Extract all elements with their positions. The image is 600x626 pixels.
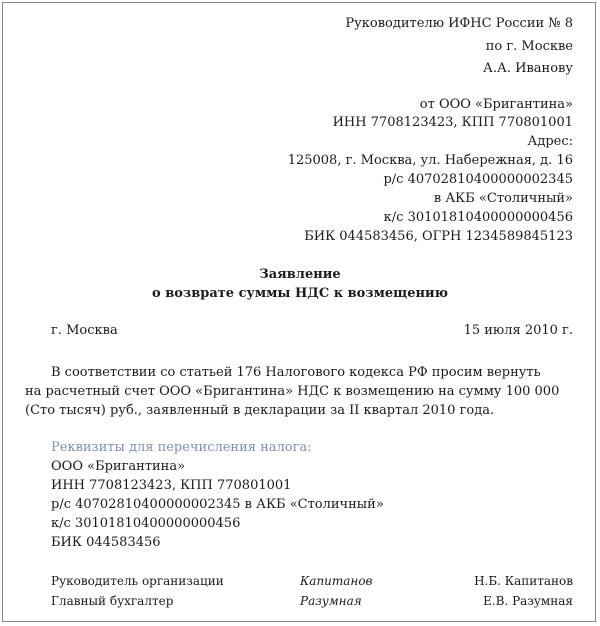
document-page <box>2 2 596 622</box>
sender-line: р/с 40702810400000002345 <box>383 172 573 187</box>
sender-line: в АКБ «Столичный» <box>433 191 573 206</box>
addressee-line: А.А. Иванову <box>483 61 573 76</box>
requisites-line: ООО «Бригантина» <box>51 459 186 474</box>
sender-line: от ООО «Бригантина» <box>419 97 573 112</box>
signer-name: Е.В. Разумная <box>483 594 573 608</box>
place: г. Москва <box>51 323 118 338</box>
sender-line: Адрес: <box>527 134 573 149</box>
body-line: (Сто тысяч) руб., заявленный в декларации за II квартал 2010 года. <box>25 403 495 418</box>
addressee-line: Руководителю ИФНС России № 8 <box>345 16 573 31</box>
requisites-line: к/с 30101810400000000456 <box>51 516 241 531</box>
document-subtitle: о возврате суммы НДС к возмещению <box>152 286 448 301</box>
body-line: на расчетный счет ООО «Бригантина» НДС к возмещению на сумму 100 000 <box>25 384 560 399</box>
sender-line: БИК 044583456, ОГРН 1234589845123 <box>304 229 573 244</box>
signer-role: Главный бухгалтер <box>51 594 174 608</box>
body-line: В соответствии со статьей 176 Налогового кодекса РФ просим вернуть <box>51 365 541 380</box>
requisites-heading: Реквизиты для перечисления налога: <box>51 440 312 455</box>
sender-line: 125008, г. Москва, ул. Набережная, д. 16 <box>287 153 573 168</box>
addressee-line: по г. Москве <box>485 39 573 54</box>
signer-role: Руководитель организации <box>51 574 224 588</box>
signature: Разумная <box>300 594 362 608</box>
requisites-line: БИК 044583456 <box>51 535 161 550</box>
date: 15 июля 2010 г. <box>463 323 573 338</box>
requisites-line: р/с 40702810400000002345 в АКБ «Столичный» <box>51 497 384 512</box>
requisites-line: ИНН 7708123423, КПП 770801001 <box>51 478 292 493</box>
signature: Капитанов <box>300 574 373 588</box>
signer-name: Н.Б. Капитанов <box>474 574 573 588</box>
sender-line: ИНН 7708123423, КПП 770801001 <box>332 115 573 130</box>
sender-line: к/с 30101810400000000456 <box>383 210 573 225</box>
document-title: Заявление <box>259 267 341 282</box>
